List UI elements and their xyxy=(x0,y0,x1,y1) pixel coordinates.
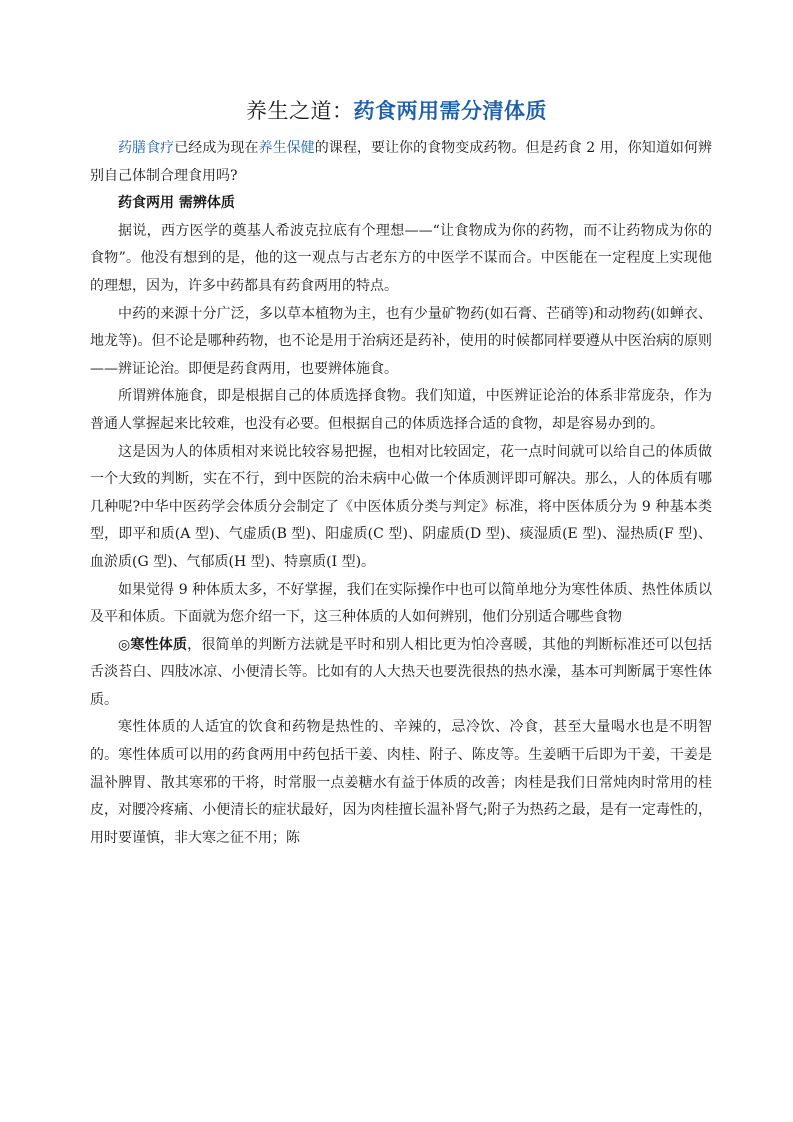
paragraph-5: 如果觉得 9 种体质太多，不好掌握，我们在实际操作中也可以简单地分为寒性体质、热性体质以及平和体质。下面就为您介绍一下，这三种体质的人如何辨别，他们分别适合哪些食物 xyxy=(90,581,712,626)
paragraph-4: 这是因为人的体质相对来说比较容易把握，也相对比较固定，花一点时间就可以给自己的体质做一个大致的判断，实在不行，到中医院的治未病中心做一个体质测评即可解决。那么，人的体质有哪几种呢?中华中医药学会体质分会制定了《中医体质分类与判定》标准，将中医体质分为 9 种基本类型，即平和质(A 型)、气虚质(B 型)、阳虚质(C 型)、阴虚质(D 型)、痰湿质(E 型)、湿热质(F 型)、血淤质(G 型)、气郁质(H 型)、特禀质(I 型)。 xyxy=(90,443,712,570)
article-title xyxy=(0,96,793,126)
section-heading: 药食两用 需辨体质 xyxy=(118,195,235,212)
link-yaoshan-shiliao[interactable]: 药膳食疗 xyxy=(118,140,175,156)
cold-constitution-paragraph xyxy=(90,632,712,715)
link-yangsheng-baojian[interactable]: 养生保健 xyxy=(258,140,315,156)
cold-constitution-label: ◎寒性体质 xyxy=(118,636,188,653)
paragraph-2: 中药的来源十分广泛，多以草本植物为主，也有少量矿物药(如石膏、芒硝等)和动物药(如蝉衣、地龙等)。但不论是哪种药物，也不论是用于治病还是药补，使用的时候都同样要遵从中医治病的原则——辨证论治。即便是药食两用，也要辨体施食。 xyxy=(90,305,712,377)
article-body xyxy=(90,135,712,852)
paragraph-last: 寒性体质的人适宜的饮食和药物是热性的、辛辣的，忌冷饮、冷食，甚至大量喝水也是不明智的。寒性体质可以用的药食两用中药包括干姜、肉桂、附子、陈皮等。生姜晒干后即为干姜，干姜是温补脾胃、散其寒邪的干将，时常服一点姜糖水有益于体质的改善；肉桂是我们日常炖肉时常用的桂皮，对腰冷疼痛、小便清长的症状最好，因为肉桂擅长温补肾气;附子为热药之最，是有一定毒性的，用时要谨慎，非大寒之征不用；陈 xyxy=(90,719,712,846)
intro-text-2: 的课程，要让你的食物变成药物。但是药食 2 用，你知道如何辨别自己体制合理食用吗? xyxy=(90,140,713,184)
cold-constitution-text: ，很简单的判断方法就是平时和别人相比更为怕冷喜暖，其他的判断标准还可以包括舌淡苔白、四肢冰凉、小便清长等。比如有的人大热天也要洗很热的热水澡，基本可判断属于寒性体质。 xyxy=(90,636,713,708)
intro-text-1: 已经成为现在 xyxy=(174,140,259,156)
intro-paragraph xyxy=(90,135,712,190)
paragraph-1: 据说，西方医学的奠基人希波克拉底有个理想——“让食物成为你的药物，而不让药物成为你的食物”。他没有想到的是，他的这一观点与古老东方的中医学不谋而合。中医能在一定程度上实现他的理想，因为，许多中药都具有药食两用的特点。 xyxy=(90,222,712,294)
title-accent: 药食两用需分清体质 xyxy=(353,98,547,123)
title-lead: 养生之道： xyxy=(246,99,354,123)
paragraph-3: 所谓辨体施食，即是根据自己的体质选择食物。我们知道，中医辨证论治的体系非常庞杂，作为普通人掌握起来比较难，也没有必要。但根据自己的体质选择合适的食物，却是容易办到的。 xyxy=(90,388,712,432)
